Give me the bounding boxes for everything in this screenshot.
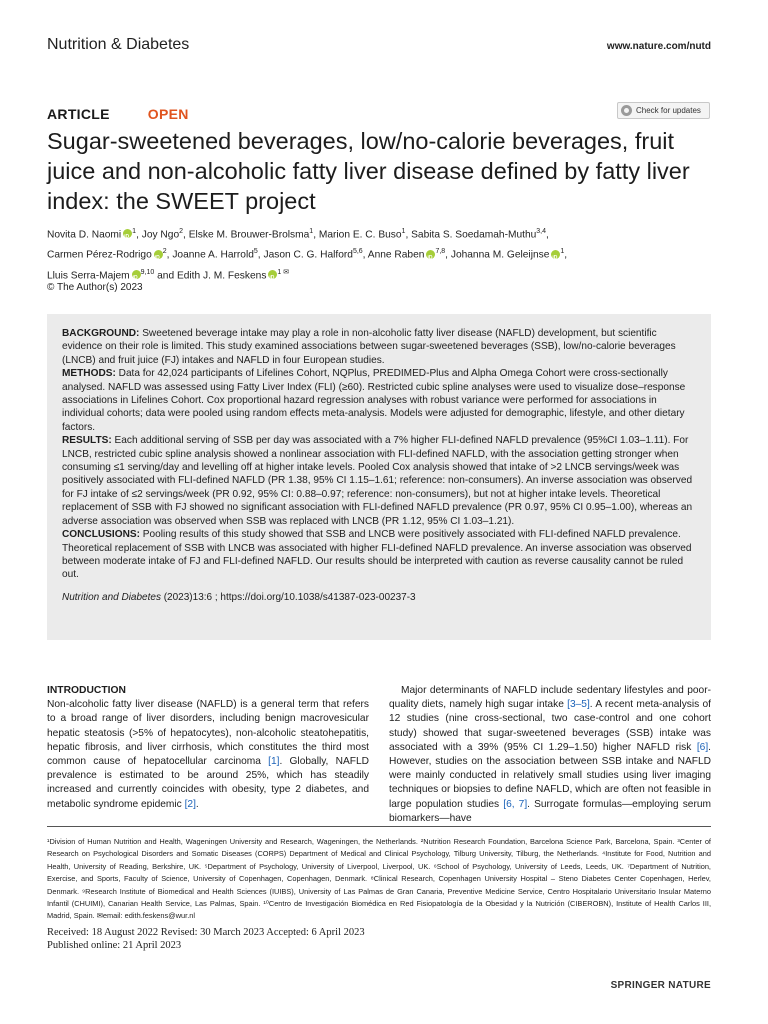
- article-label: ARTICLE: [47, 106, 110, 122]
- author-affiliation-marker: 1: [401, 228, 406, 235]
- orcid-icon[interactable]: [132, 270, 141, 279]
- author-name[interactable]: Sabita S. Soedamah-Muthu: [411, 229, 537, 241]
- abstract-conclusions: CONCLUSIONS: Pooling results of this study showed that SSB and LNCB were positively associated with FLI-defined NAFLD prevalence. Theoretical replacement of SSB with LNCB was associated with higher FLI-defined NAFLD prevalence. An inverse association was observed between moderate intake of FJ and FLI-defined NAFLD. Our results should be interpreted with caution as reverse causality cannot be ruled out.: [62, 529, 692, 581]
- right-column: [389, 684, 711, 826]
- received-revised-accepted: Received: 18 August 2022 Revised: 30 March 2023 Accepted: 6 April 2023: [47, 927, 365, 938]
- background-label: BACKGROUND:: [62, 328, 140, 339]
- citation-doi[interactable]: (2023)13:6 ; https://doi.org/10.1038/s41387-023-00237-3: [160, 591, 416, 603]
- article-type-line: [47, 106, 189, 122]
- author-name[interactable]: Marion E. C. Buso: [318, 229, 402, 241]
- introduction-paragraph: Non-alcoholic fatty liver disease (NAFLD) is a general term that refers to a broad range of liver disorders, including benign macrovesicular hepatic steatosis (>5% of hepatocytes), non-alcoholic steatohepatitis, hepatic fibrosis, and liver cirrhosis, which constitutes the third most common cause of hepatocellular carcinoma [1]. Globally, NAFLD prevalence is estimated to be around 25%, which has steadily increased and currently coincides with obesity, type 2 diabetes, and metabolic syndrome epidemic [2].: [47, 699, 369, 810]
- journal-url-link[interactable]: www.nature.com/nutd: [606, 41, 711, 52]
- author-name[interactable]: Novita D. Naomi: [47, 229, 122, 241]
- publisher-logo: SPRINGER NATURE: [610, 980, 711, 991]
- abstract-background: BACKGROUND: Sweetened beverage intake may play a role in non-alcoholic fatty liver disease (NAFLD) development, but scientific evidence on their role is limited. This study examined associations between sugar-sweetened beverages (SSB), low/no-calorie beverages (LNCB) and fruit juice (FJ) intakes and NAFLD in four European studies.: [62, 328, 676, 366]
- orcid-icon[interactable]: [268, 270, 277, 279]
- conclusions-label: CONCLUSIONS:: [62, 529, 140, 541]
- check-for-updates-label: Check for updates: [636, 106, 701, 115]
- author-affiliation-marker: 1: [309, 228, 314, 235]
- published-online: Published online: 21 April 2023: [47, 940, 182, 951]
- author-name[interactable]: Joy Ngo: [141, 229, 180, 241]
- author-name[interactable]: Jason C. G. Halford: [263, 249, 353, 261]
- introduction-heading: INTRODUCTION: [47, 685, 126, 696]
- author-name[interactable]: Edith J. M. Feskens: [176, 270, 267, 282]
- orcid-icon[interactable]: [154, 250, 163, 259]
- author-name[interactable]: Lluis Serra-Majem: [47, 270, 130, 282]
- reference-link[interactable]: [6]: [696, 741, 709, 753]
- journal-name: Nutrition & Diabetes: [47, 36, 190, 53]
- orcid-icon[interactable]: [123, 229, 132, 238]
- author-name[interactable]: Johanna M. Geleijnse: [450, 249, 550, 261]
- crossmark-icon: [621, 105, 632, 116]
- orcid-icon[interactable]: [426, 250, 435, 259]
- article-title: Sugar-sweetened beverages, low/no-calorie beverages, fruit juice and non-alcoholic fatty liver disease defined by fatty liver index: the SWEET project: [47, 128, 690, 214]
- author-name[interactable]: Joanne A. Harrold: [172, 249, 254, 261]
- reference-link[interactable]: [1]: [268, 756, 280, 768]
- abstract: [62, 327, 698, 604]
- author-name[interactable]: Anne Raben: [367, 249, 425, 261]
- orcid-icon[interactable]: [551, 250, 560, 259]
- reference-link[interactable]: [3–5]: [567, 699, 590, 711]
- results-label: RESULTS:: [62, 435, 112, 447]
- publication-dates: [47, 926, 365, 952]
- author-name[interactable]: Elske M. Brouwer-Brolsma: [188, 229, 310, 241]
- footnote-divider: [47, 826, 711, 827]
- methods-label: METHODS:: [62, 368, 116, 380]
- citation-line: [62, 591, 698, 604]
- copyright-notice: © The Author(s) 2023: [47, 282, 143, 293]
- author-name[interactable]: Carmen Pérez-Rodrigo: [47, 249, 152, 261]
- body-paragraph: Major determinants of NAFLD include sedentary lifestyles and poor-quality diets, namely high sugar intake [3–5]. A recent meta-analysis of 12 studies (nine cross-sectional, two case-control and one cohort study) showed that sugar-sweetened beverages (SSB) intake was associated with a 39% (95% CI 1.29–1.50) higher NAFLD risk [6]. However, studies on the association between SSB intake and NAFLD were mainly conducted in relatively small studies using liver imaging techniques or biopsies to define NAFLD, which are often not feasible in large population studies [6, 7]. Surrogate formulas—employing serum biomarkers—have: [389, 685, 711, 824]
- author-affiliation-marker: 3,4: [536, 228, 547, 235]
- author-affiliation-marker: 2: [162, 248, 167, 256]
- open-access-label: OPEN: [147, 106, 189, 122]
- affiliations-footnote: ¹Division of Human Nutrition and Health, Wageningen University and Research, Wageningen, the Netherlands. ²Nutrition Research Foundation, Barcelona Science Park, Barcelona, Spain. ³Center of Research on Psychological Disorders and Somatic Diseases (CORPS) Department of Medical and Clinical Psychology, Tilburg University, Tilburg, the Netherlands. ⁴Institute for Food, Nutrition and Health, University of Reading, Berkshire, UK. ⁵Department of Psychology, University of Liverpool, Liverpool, UK. ⁶School of Psychology, University of Leeds, Leeds, UK. ⁷Department of Nutrition, Exercise, and Sports, Faculty of Science, University of Copenhagen, Copenhagen, Denmark. ⁸Clinical Research, Copenhagen University Hospital – Steno Diabetes Center Copenhagen, Herlev, Denmark. ⁹Research Institute of Biomedical and Health Sciences (IUIBS), University of Las Palmas de Gran Canaria, Preventive Medicine Service, Centro Hospitalario Universitario Insular Materno Infantil (CHUIMI), Canarian Health Service, Las Palmas, Spain. ¹⁰Centro de Investigación Biomédica en Red Fisiopatología de la Obesidad y la Nutrición (CIBEROBN), Institute of Health Carlos III, Madrid, Spain. ✉email: edith.feskens@wur.nl: [47, 837, 711, 921]
- author-affiliation-marker: 2: [179, 228, 184, 235]
- author-affiliation-marker: 9,10: [140, 268, 155, 276]
- abstract-methods: METHODS: Data for 42,024 participants of Lifelines Cohort, NQPlus, PREDIMED-Plus and Alpha Omega Cohort were cross-sectionally analysed. NAFLD was assessed using Fatty Liver Index (FLI) (≥60). Restricted cubic spline analyses were used to visualize dose–response associations in Lifelines Cohort. Cox proportional hazard regression analyses with robust variance were performed for associations in individual cohorts; data were pooled using random effects meta-analysis. Models were adjusted for demographic, lifestyle, and other dietary factors.: [62, 368, 686, 433]
- author-affiliation-marker: 5,6: [352, 248, 363, 256]
- check-for-updates-button[interactable]: [617, 102, 710, 119]
- author-affiliation-marker: 1 ✉: [277, 268, 290, 276]
- abstract-results: RESULTS: Each additional serving of SSB per day was associated with a 7% higher FLI-defined NAFLD prevalence (95%CI 1.03–1.11). For LNCB, restricted cubic spline analysis showed a nonlinear association with FLI-defined NAFLD, with the association getting stronger when consuming ≤1 serving/day and levelling off at higher intake levels. Pooled Cox analysis showed that intake of >2 LNCB servings/week was positively associated with FLI-defined NAFLD (PR 1.38, 95% CI 1.15–1.61; reference: non-consumers). An inverse association was observed for FJ intake of ≤2 servings/week (PR 0.92, 95% CI: 0.88–0.97; reference: non-consumers), but not at higher intake levels. Theoretical replacement of SSB with FJ showed no significant association with FLI-defined NAFLD prevalence (PR 0.97, 95% CI 0.95–1.00), whereas an adverse association was observed when SSB was replaced with LNCB (PR 1.12, 95% CI 1.03–1.21).: [62, 435, 693, 527]
- author-affiliation-marker: 7,8: [435, 248, 446, 256]
- author-affiliation-marker: 1: [560, 248, 565, 256]
- citation-journal: Nutrition and Diabetes: [62, 591, 161, 603]
- reference-link[interactable]: [6, 7]: [503, 798, 528, 810]
- author-affiliation-marker: 5: [253, 248, 258, 256]
- reference-link[interactable]: [2]: [184, 798, 196, 810]
- author-list: Novita D. NaomiiD $^1$, Joy Ngo$^2$, Elske M. Brouwer-Brolsma$^1$, Marion E. C. Buso$^1$, Sabita S. Soedamah-Muthu$^{3,4}$, Carmen Pérez-RodrigoiD $^2$, Joanne A. Harrold$^5$, Jason C. G. Halford$^{5,6}$, Anne RabeniD $^{7,8}$, Johanna M. GeleijnseiD $^1$, Lluis Serra-MajemiD $^{9,10}$ and Edith J. M. FeskensiD $^{1 ✉}$: [47, 223, 737, 284]
- introduction-column: [47, 684, 369, 812]
- author-affiliation-marker: 1: [132, 228, 137, 235]
